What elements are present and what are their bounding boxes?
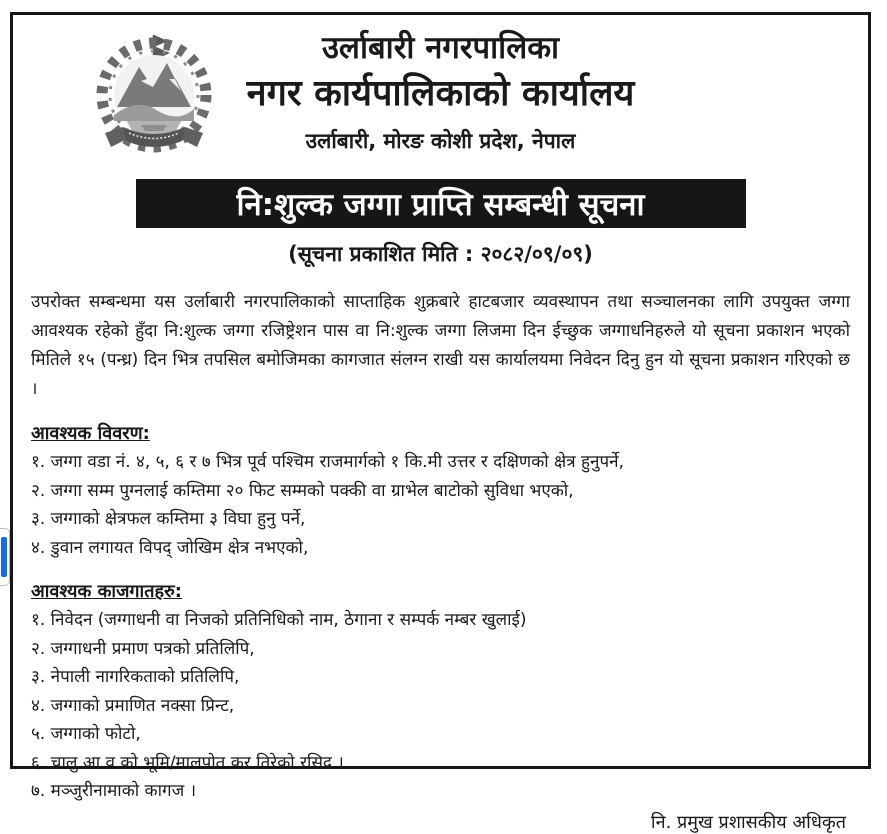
documents-section (31, 578, 850, 806)
handle-bar-icon (1, 537, 7, 577)
notice-body-paragraph: उपरोक्त सम्बन्धमा यस उर्लाबारी नगरपालिकाको साप्ताहिक शुक्रबारे हाटबजार व्यवस्थापन तथा सञ्चालनका लागि उपयुक्त जग्गा आवश्यक रहेको हुँदा नि:शुल्क जग्गा रजिष्ट्रेशन पास वा नि:शुल्क जग्गा लिजमा दिन ईच्छुक जग्गाधनिहरुले यो सूचना प्रकाशन भएको मितिले १५ (पन्ध्र) दिन भित्र तपसिल बमोजिमका कागजात संलग्न राखी यस कार्यालयमा निवेदन दिनु हुन यो सूचना प्रकाशन गरिएको छ । (31, 292, 850, 399)
notice-document (10, 12, 871, 833)
notice-title: नि:शुल्क जग्गा प्राप्ति सम्बन्धी सूचना (236, 186, 645, 223)
details-section-heading: आवश्यक विवरण: (31, 423, 150, 444)
details-item: ३. जग्गाको क्षेत्रफल कम्तिमा ३ विघा हुनु पर्ने, (31, 509, 306, 529)
documents-item: २. जग्गाधनी प्रमाण पत्रको प्रतिलिपि, (31, 638, 255, 659)
municipality-emblem-icon (83, 29, 225, 157)
documents-item: ४. जग्गाको प्रमाणित नक्सा प्रिन्ट, (31, 695, 235, 716)
notice-title-banner (136, 179, 746, 228)
letterhead (31, 27, 850, 167)
documents-item: १. निवेदन (जग्गाधनी वा निजको प्रतिनिधिको नाम, ठेगाना र सम्पर्क नम्बर खुलाई) (31, 610, 527, 630)
documents-section-heading: आवश्यक काजगातहरु: (31, 581, 183, 602)
details-item: २. जग्गा सम्म पुग्नलाई कम्तिमा २० फिट सम्मको पक्की वा ग्राभेल बाटोको सुविधा भएको, (31, 480, 574, 501)
office-name: नगर कार्यपालिकाको कार्यालय (246, 73, 635, 114)
documents-item: ५. जग्गाको फोटो, (31, 724, 141, 744)
details-item: ४. डुवान लगायत विपद् जोखिम क्षेत्र नभएको, (31, 537, 309, 558)
documents-item: ६. चालु आ.व को भूमि/मालपोत कर तिरेको रसिद । (31, 752, 344, 773)
documents-item: ३. नेपाली नागरिकताको प्रतिलिपि, (31, 667, 240, 687)
details-item: १. जग्गा वडा नं. ४, ५, ६ र ७ भित्र पूर्व पश्चिम राजमार्गको १ कि.मी उत्तर र दक्षिणको क्षेत्र हुनुपर्ने, (31, 452, 624, 472)
published-date-line: (सूचना प्रकाशित मिति : २०८२/०९/०९) (288, 242, 593, 266)
municipality-name: उर्लाबारी नगरपालिका (321, 30, 560, 66)
address-line: उर्लाबारी, मोरङ कोशी प्रदेश, नेपाल (305, 129, 576, 153)
signatory-title: नि. प्रमुख प्रशासकीय अधिकृत (650, 811, 846, 833)
side-panel-handle[interactable] (0, 528, 10, 586)
details-section (31, 420, 850, 562)
documents-item: ७. मञ्जुरीनामाको कागज । (31, 781, 197, 801)
